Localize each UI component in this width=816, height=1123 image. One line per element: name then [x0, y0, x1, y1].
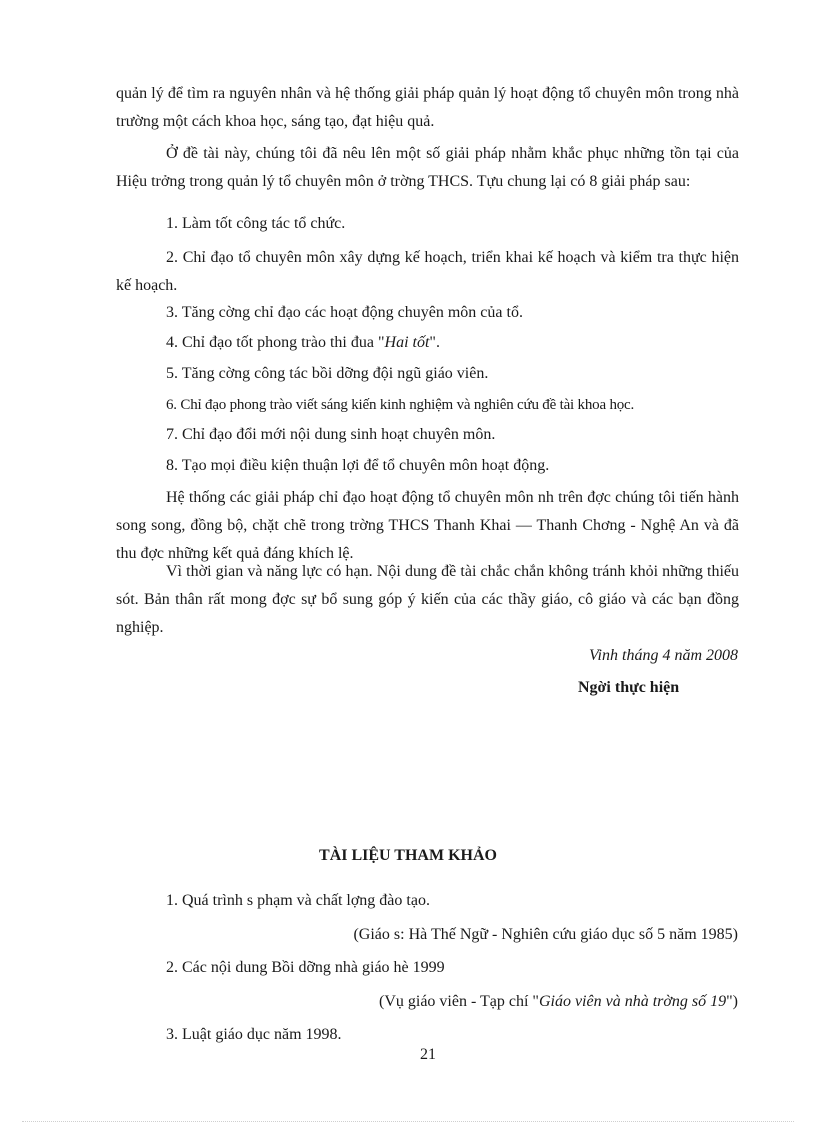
solution-2: 2. Chỉ đạo tổ chuyên môn xây dựng kế hoạch, triển khai kế hoạch và kiểm tra thực hiện kế hoạch. — [116, 249, 739, 294]
reference-1-source: (Giáo s: Hà Thế Ngữ - Nghiên cứu giáo dục số 5 năm 1985) — [353, 926, 738, 943]
system-paragraph: Hệ thống các giải pháp chỉ đạo hoạt động tổ chuyên môn nh trên đợc chúng tôi tiến hành song song, đồng bộ, chặt chẽ trong trờng THCS Thanh Khai — Thanh Chơng - Nghệ An và đã thu đợc những kết quả đáng khích lệ. — [116, 489, 739, 562]
solution-4 — [166, 332, 440, 354]
reference-1-title: 1. Quá trình s phạm và chất lợng đào tạo. — [166, 892, 430, 909]
page-bottom-rule — [22, 1121, 794, 1122]
solution-1: 1. Làm tốt công tác tổ chức. — [166, 215, 346, 232]
intro-paragraph: quản lý để tìm ra nguyên nhân và hệ thống giải pháp quản lý hoạt động tổ chuyên môn trong nhà trường một cách khoa học, sáng tạo, đạt hiệu quả. — [116, 85, 739, 130]
solution-5: 5. Tăng cờng công tác bồi dỡng đội ngũ giáo viên. — [166, 365, 489, 382]
solution-4-italic: Hai tốt — [384, 334, 430, 351]
solution-6: 6. Chỉ đạo phong trào viết sáng kiến kinh nghiệm và nghiên cứu đề tài khoa học. — [166, 397, 635, 413]
signature-date: Vinh tháng 4 năm 2008 — [588, 647, 738, 664]
signature-author-label: Ngời thực hiện — [578, 679, 680, 696]
reference-2-source-prefix: (Vụ giáo viên - Tạp chí " — [378, 993, 539, 1010]
proposal-paragraph: Ở đề tài này, chúng tôi đã nêu lên một số giải pháp nhằm khắc phục những tồn tại của Hiệu trởng trong quản lý tổ chuyên môn ở trờng THCS. Tựu chung lại có 8 giải pháp sau: — [116, 145, 739, 190]
solution-7: 7. Chỉ đạo đổi mới nội dung sinh hoạt chuyên môn. — [166, 426, 496, 443]
reference-2-title: 2. Các nội dung Bồi dỡng nhà giáo hè 1999 — [166, 959, 445, 976]
closing-paragraph: Vì thời gian và năng lực có hạn. Nội dung đề tài chắc chắn không tránh khỏi những thiếu sót. Bản thân rất mong đợc sự bổ sung góp ý kiến của các thầy giáo, cô giáo và các bạn đồng nghiệp. — [116, 563, 739, 636]
reference-2-source-italic: Giáo viên và nhà trờng số 19 — [538, 993, 727, 1010]
page-number: 21 — [420, 1046, 436, 1063]
references-title: TÀI LIỆU THAM KHẢO — [319, 847, 497, 864]
solution-4-prefix: 4. Chỉ đạo tốt phong trào thi đua " — [166, 334, 385, 351]
solution-3: 3. Tăng cờng chỉ đạo các hoạt động chuyên môn của tổ. — [166, 304, 523, 321]
solution-4-suffix: ". — [429, 334, 440, 351]
reference-2-source — [240, 991, 738, 1013]
solution-8: 8. Tạo mọi điều kiện thuận lợi để tổ chuyên môn hoạt động. — [166, 457, 550, 474]
reference-3-title: 3. Luật giáo dục năm 1998. — [166, 1026, 342, 1043]
reference-2-source-suffix: ") — [726, 993, 738, 1010]
